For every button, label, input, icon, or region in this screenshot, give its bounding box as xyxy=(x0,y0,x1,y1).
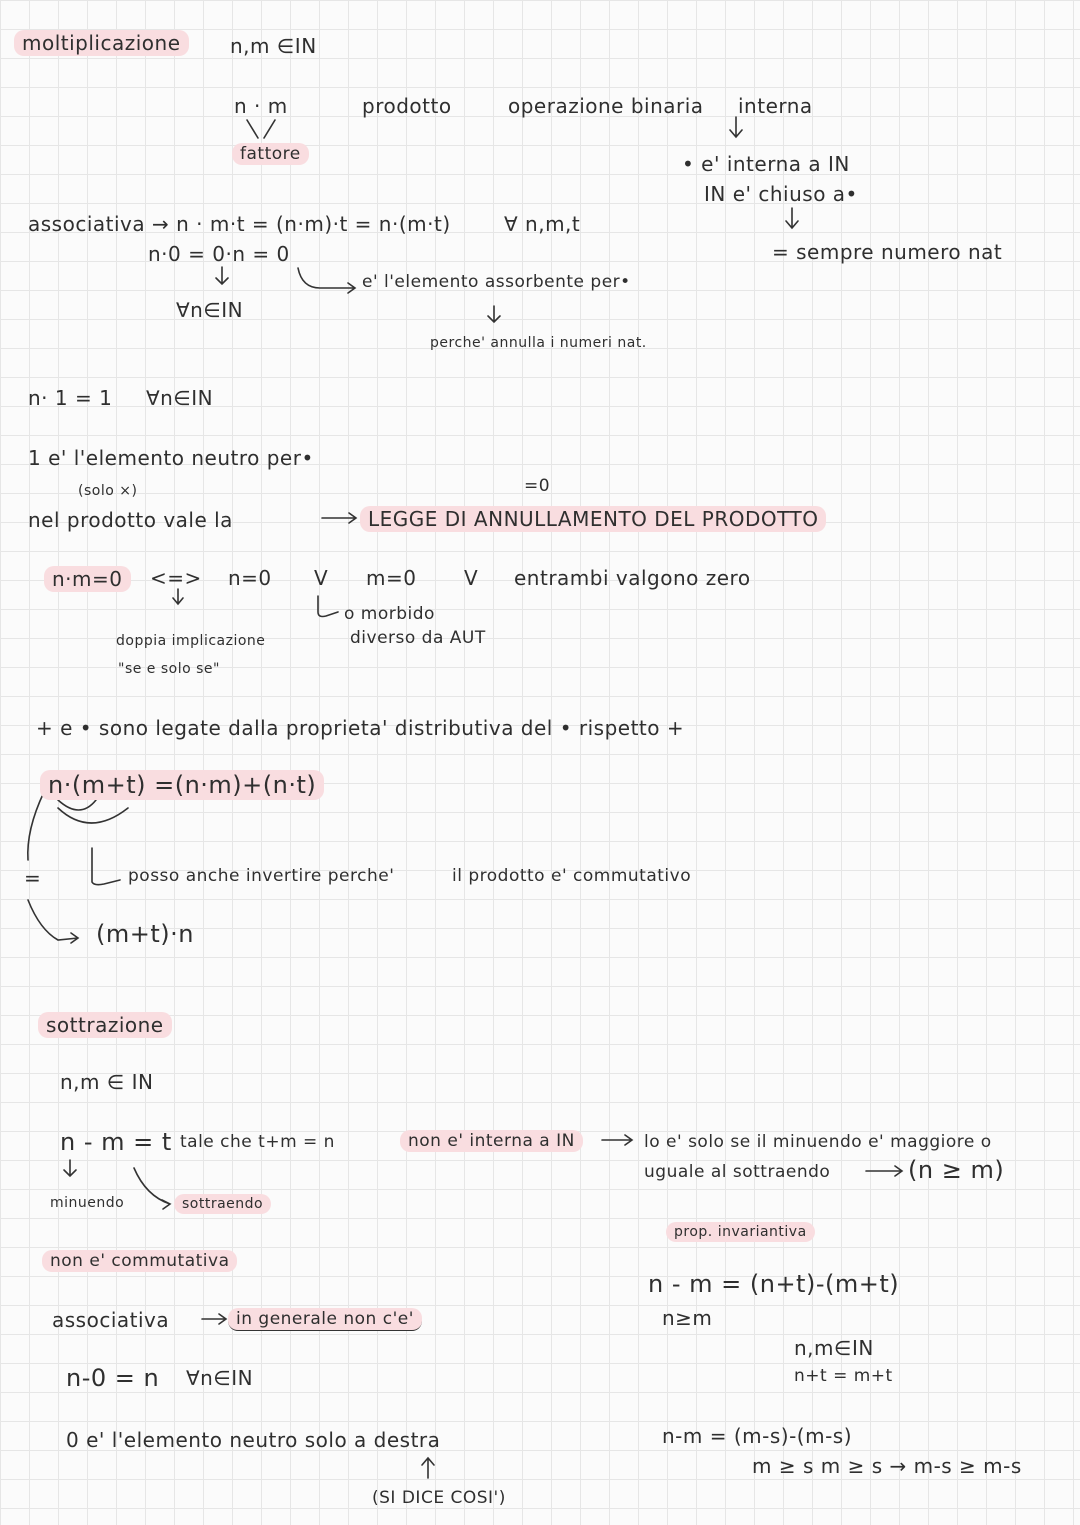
nm-in-n: n,m∈IN xyxy=(794,1336,874,1360)
tale-che: tale che t+m = n xyxy=(180,1132,335,1152)
morbido-label: o morbido xyxy=(344,604,435,624)
diverso-aut: diverso da AUT xyxy=(350,628,486,648)
entrambi-label: entrambi valgono zero xyxy=(514,566,751,590)
multiplication-heading: moltiplicazione xyxy=(14,30,189,56)
commutativo-label: il prodotto e' commutativo xyxy=(452,866,692,886)
sottraendo-label: sottraendo xyxy=(174,1194,271,1214)
neutro-mult: 1 e' l'elemento neutro per• xyxy=(28,446,314,470)
ms-condition: m ≥ s m ≥ s → m-s ≥ m-s xyxy=(752,1454,1022,1478)
dist-formula: n·(m+t) =(n·m)+(n·t) xyxy=(40,770,324,800)
forall-nmt: ∀ n,m,t xyxy=(504,212,581,236)
eq-zero: =0 xyxy=(524,476,551,496)
invertire-label: posso anche invertire perche' xyxy=(128,866,395,886)
in-generale: in generale non c'e' xyxy=(228,1308,422,1331)
side-equals: = xyxy=(24,866,42,890)
sempre-numero: = sempre numero nat xyxy=(772,240,1003,264)
interna-label: interna xyxy=(738,94,813,118)
minuendo-condition-2: uguale al sottraendo xyxy=(644,1162,831,1182)
prodotto-label: prodotto xyxy=(362,94,452,118)
n-geq-m: (n ≥ m) xyxy=(908,1156,1005,1184)
forall-n-1: ∀n∈IN xyxy=(176,298,244,322)
subtraction-heading: sottrazione xyxy=(38,1012,172,1038)
nel-prodotto: nel prodotto vale la xyxy=(28,508,233,532)
or-symbol-1: V xyxy=(314,566,329,590)
minuendo-label: minuendo xyxy=(50,1195,125,1211)
legge-annullamento: LEGGE DI ANNULLAMENTO DEL PRODOTTO xyxy=(360,506,826,532)
doppia-implicazione: doppia implicazione xyxy=(116,633,266,649)
si-dice-cosi: (SI DICE COSI') xyxy=(372,1488,506,1508)
sub-domain: n,m ∈ IN xyxy=(60,1070,154,1094)
forall-n-3: ∀n∈IN xyxy=(186,1366,254,1390)
nt-mt: n+t = m+t xyxy=(794,1366,893,1386)
sub-def: n - m = t xyxy=(60,1128,172,1156)
ms-formula: n-m = (m-s)-(m-s) xyxy=(662,1424,853,1448)
forall-n-2: ∀n∈IN xyxy=(146,386,214,410)
n-geq-m-2: n≥m xyxy=(662,1306,713,1330)
associativa-mult: associativa → n · m·t = (n·m)·t = n·(m·t) xyxy=(28,212,451,236)
fattore-label: fattore xyxy=(232,143,309,165)
associativa-sub: associativa xyxy=(52,1308,170,1332)
m-eq-0: m=0 xyxy=(366,566,417,590)
assorbente-label: e' l'elemento assorbente per• xyxy=(362,272,631,292)
n-dot-m: n · m xyxy=(234,94,288,118)
or-symbol-2: V xyxy=(464,566,479,590)
se-e-solo-se: "se e solo se" xyxy=(118,661,220,677)
iff-symbol: <=> xyxy=(150,566,202,590)
annulla-label: perche' annulla i numeri nat. xyxy=(430,335,647,351)
neutro-destra: 0 e' l'elemento neutro solo a destra xyxy=(66,1428,441,1452)
chiuso-a: IN e' chiuso a• xyxy=(704,182,858,206)
invariantiva-formula: n - m = (n+t)-(m+t) xyxy=(648,1270,900,1298)
n-minus-0: n-0 = n xyxy=(66,1364,160,1392)
nm-zero: n·m=0 xyxy=(44,566,131,592)
distributiva-label: + e • sono legate dalla proprieta' distributiva del • rispetto + xyxy=(36,716,685,740)
prop-invariantiva: prop. invariantiva xyxy=(666,1222,815,1242)
solo-x: (solo ×) xyxy=(78,483,138,499)
n-times-1: n· 1 = 1 xyxy=(28,386,113,410)
non-commutativa: non e' commutativa xyxy=(42,1250,237,1272)
zero-product: n·0 = 0·n = 0 xyxy=(148,242,290,266)
mult-domain: n,m ∈IN xyxy=(230,34,317,58)
interna-a-n: • e' interna a IN xyxy=(682,152,850,176)
mt-n: (m+t)·n xyxy=(96,920,194,948)
minuendo-condition-1: lo e' solo se il minuendo e' maggiore o xyxy=(644,1132,992,1152)
operazione-binaria: operazione binaria xyxy=(508,94,704,118)
n-eq-0: n=0 xyxy=(228,566,272,590)
non-interna: non e' interna a IN xyxy=(400,1130,583,1152)
